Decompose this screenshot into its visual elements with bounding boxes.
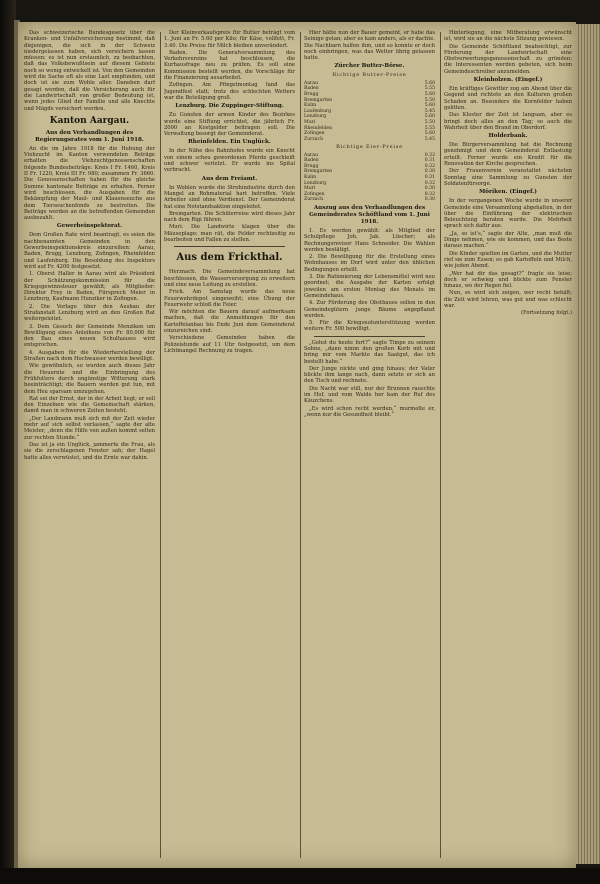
section-heading: Kanton Aargau. — [49, 115, 130, 126]
paragraph: Ein kräftiges Gewitter zog am Abend über die Gegend und richtete an den Kulturen großen Schaden an. Besonders die Kornfelder haben gelitten. — [444, 86, 572, 111]
table-cell-value: 0.31 — [424, 158, 435, 164]
paragraph: Das Kloster der Zeit ist langsam, aber es bringt doch alles an den Tag; so auch die Wahrheit über den Brand im Oberdorf. — [444, 112, 572, 131]
paragraph: 3. Dem Gesuch der Gemeinde Menziken um Bewilligung eines Anleihens von Fr. 80,000 für den Bau eines neuen Schulhauses wird entsprochen. — [24, 323, 155, 349]
paragraph: Die Gemeinde Schöftland beabsichtigt, zur Förderung der Landwirtschaft eine Obstverwertungsgenossenschaft zu gründen; die Interessenten werden gebeten, sich beim Gemeindeschreiber anzumelden. — [444, 43, 572, 75]
paragraph: 5. Für die Kriegsnotunterstützung werden weitere Fr. 500 bewilligt. — [304, 320, 435, 333]
table-cell-value: 5.60 — [424, 131, 435, 137]
paragraph: 3. Die Rationierung der Lebensmittel wird neu geordnet; die Ausgabe der Karten erfolgt jeweilen am ersten Montag des Monats im Gemeindehaus. — [304, 274, 435, 299]
paragraph: Wir möchten die Bauern darauf aufmerksam machen, daß die Anmeldungen für den Kartoffelanbau bis Ende Juni dem Gemeinderat einzureichen sind. — [164, 309, 295, 334]
table-cell-name: Zurzach — [304, 197, 324, 203]
table-cell-value: 5.45 — [424, 108, 435, 114]
paragraph: Hinterlegung, eine Mitberatung erwünscht ist, wird sie an die nächste Sitzung gewiesen. — [444, 30, 572, 43]
paragraph: Bremgarten. Die Schülerreise wird dieses Jahr nach dem Rigi führen. — [164, 210, 295, 224]
table-title: Richtige Butter-Preise — [332, 72, 407, 79]
paragraph: Hier hätte nun der Bauer gemeint, er habe das Seinige getan; aber es kam anders, als er dachte. Die Nachbarn halfen ihm, und so konnte er doch noch einbringen, was das Wetter übrig gelassen hatte. — [304, 30, 435, 62]
paragraph: Dem Großen Rate wird beantragt, es seien die nachbenannten Gemeinden in den Gewerbeinspektionskreis einzureihen: Aarau, Baden, Brugg, Lenzburg, Zofingen, Rheinfelden und Laufenburg. Die Besoldung des Inspektors wird auf Fr. 4200 festgesetzt. — [24, 232, 155, 270]
table-cell-value: 0.32 — [424, 191, 435, 197]
table-title: Richtige Eier-Preise — [336, 144, 403, 151]
table-cell-name: Lenzburg — [304, 180, 327, 186]
subheading: Lenzburg. Die Zuppinger-Stiftung. — [175, 103, 284, 110]
table-cell-name: Bremgarten — [304, 169, 333, 175]
paragraph: „Gehst du heute fort?“ sagte Timpe zu seinem Sohne, „dann nimm den großen Korb mit und bring mir vom Markte das Saatgut, das ich bestellt habe.“ — [304, 339, 435, 365]
paragraph: In der Nähe des Bahnhofes wurde ein Knecht von einem scheu gewordenen Pferde geschleift und schwer verletzt. Er wurde ins Spital verbracht. — [164, 148, 295, 174]
column-3 — [304, 30, 435, 862]
column-rule — [440, 32, 441, 858]
table-cell-value: 5.60 — [424, 114, 435, 120]
paragraph: In Wohlen wurde die Strohindustrie durch den Mangel an Rohmaterial hart betroffen. Viele Arbeiter sind ohne Verdienst. Der Gemeinderat hat eine Notstandsaktion eingeleitet. — [164, 184, 295, 210]
table-cell-value: 0.32 — [424, 180, 435, 186]
paragraph: Wie gewöhnlich, so wurden auch dieses Jahr die Heuernte und die Einbringung des Frühfutters durch ungünstige Witterung stark beeinträchtigt; die Bauern werden gut tun, mit dem Heu sparsam umzugehen. — [24, 363, 155, 395]
table-cell-name: Zurzach — [304, 136, 324, 142]
paragraph: Die Kinder spielten im Garten, und die Mutter rief sie zum Essen; es gab Kartoffeln und Milch, wie jeden Abend. — [444, 250, 572, 270]
paragraph: Das schweizerische Bundesgesetz über die Kranken- und Unfallversicherung bestimmt, daß diejenigen, die sich in der Schweiz niedergelassen haben, sich versichern lassen müssen; es ist nun erstaunlich, zu beobachten, daß das Volksbewußtsein auf diesem Gebiete noch so wenig entwickelt ist. Von den Gemeinden wird die Sache oft als eine Last empfunden, und doch ist sie zum Wohle aller. Daneben darf gesagt werden, daß die Versicherung auch für die Landwirtschaft von großer Bedeutung ist, wenn jedes Glied der Familie und alle Knechte und Mägde versichert werden. — [24, 30, 155, 112]
column-1 — [24, 30, 155, 862]
paragraph: Die Nacht war still, nur der Brunnen rauschte im Hof, und vom Walde her kam der Ruf des Käuzchens. — [304, 385, 435, 405]
butter-price-table — [304, 81, 435, 143]
column-rule — [300, 32, 301, 858]
table-cell-value: 5.55 — [424, 125, 435, 131]
paragraph: Zu Gunsten der armen Kinder des Bezirkes wurde eine Stiftung errichtet, die jährlich Fr. 2000 an Kostgelder beitragen soll. Die Verwaltung besorgt der Gemeinderat. — [164, 112, 295, 138]
paragraph: 2. Die Bewilligung für die Erstellung eines Wohnhauses im Dorf wird unter den üblichen Bedingungen erteilt. — [304, 254, 435, 273]
subheading: Möriken. (Eingef.) — [479, 189, 537, 196]
bottom-shadow — [0, 868, 600, 884]
table-cell-value: 0.31 — [424, 174, 435, 180]
paragraph: Verschiedene Gemeinden haben die Polizeistunde auf 11 Uhr festgesetzt, um dem Lichtmangel Rechnung zu tragen. — [164, 335, 295, 354]
paragraph: An die im Jahre 1918 für die Hebung der Viehzucht im Kanton verwendeten Beträge erhalten die Viehzuchtgenossenschaften folgende Bundesbeiträge: Kreis I Fr. 1460, Kreis II Fr. 1220, Kreis III Fr. 980; zusammen Fr. 3660. Die Genossenschaften haben für die gleiche Summe kantonale Beiträge zu erhalten. Ferner wird beschlossen, die Ausgaben für die Bekämpfung der Maul- und Klauenseuche aus dem Tierseuchenfonds zu bestreiten. Die Beiträge werden an die betreffenden Gemeinden ausbezahlt. — [24, 145, 155, 222]
table-cell-name: Lenzburg — [304, 114, 327, 120]
subheading: Aus den Verhandlungen des Regierungsrates vom 1. Juni 1918. — [35, 129, 144, 143]
table-cell-name: Brugg — [304, 91, 319, 97]
column-2 — [164, 30, 295, 862]
paragraph: Der Junge nickte und ging hinaus; der Vater blickte ihm lange nach, dann setzte er sich an den Tisch und rechnete. — [304, 365, 435, 385]
paragraph: Herznach. Die Gemeindeversammlung hat beschlossen, die Wasserversorgung zu erweitern und eine neue Leitung zu erstellen. — [164, 269, 295, 288]
table-cell-value: 5.60 — [424, 80, 435, 86]
paragraph: Der Frauenverein veranstaltet nächsten Sonntag eine Sammlung zu Gunsten der Soldatenfürsorge. — [444, 168, 572, 187]
paragraph: 1. Es werden gewählt: als Mitglied der Schulpflege Joh. Jak. Lüscher; als Rechnungsrevisor Hans Schneider. Die Wahlen werden bestätigt. — [304, 227, 435, 253]
subheading: Aus dem Freiamt. — [201, 175, 258, 182]
paragraph: 1. Oberst Haller in Aarau wird als Präsident der Schätzungskommission für die Kriegsgewinnsteuer gewählt; als Mitglieder: Direktor Frey in Baden, Fürsprech Meier in Lenzburg, Kaufmann Hunziker in Zofingen. — [24, 271, 155, 303]
table-cell-name: Aarau — [304, 152, 318, 158]
table-row — [304, 137, 435, 143]
table-cell-value: 5.55 — [424, 86, 435, 92]
column-4 — [444, 30, 572, 862]
paragraph: „Es wird schon recht werden,“ murmelte er, „wenn nur die Gesundheit bleibt.“ — [304, 405, 435, 418]
egg-price-table — [304, 153, 435, 203]
table-cell-value: 0.30 — [424, 169, 435, 175]
table-cell-name: Laufenburg — [304, 108, 332, 114]
paragraph: „Wer hat dir das gesagt?“ fragte sie leise; doch er schwieg und blickte zum Fenster hinaus, wo der Regen fiel. — [444, 270, 572, 290]
paragraph: Nun, es wird sich zeigen, wer recht behält; die Zeit wird lehren, was gut und was schlecht war. — [444, 290, 572, 309]
paragraph: 2. Die Vorlage über den Ausbau der Strafanstalt Lenzburg wird an den Großen Rat weitergeleitet. — [24, 303, 155, 323]
paragraph: 4. Zur Förderung des Obstbaues sollen in den Gemeindegütern junge Bäume angepflanzt werden. — [304, 300, 435, 319]
table-cell-name: Baden — [304, 86, 319, 92]
paragraph: „Der Landmann muß sich mit der Zeit wieder mehr auf sich selbst verlassen,“ sagte der alte Meister, „denn die Hilfe von außen kommt selten zur rechten Stunde.“ — [24, 415, 155, 441]
table-cell-value: 5.60 — [424, 91, 435, 97]
subheading: Holderbank. — [488, 133, 528, 140]
divider — [174, 246, 285, 247]
table-cell-name: Muri — [304, 119, 316, 125]
divider — [314, 336, 425, 337]
table-cell-name: Brugg — [304, 163, 319, 169]
paragraph: Muri. Die Landwirte klagen über die Mäuseplage; man rät, die Felder rechtzeitig zu bearbeiten und Fallen zu stellen. — [164, 224, 295, 244]
table-cell-value: 0.30 — [424, 197, 435, 203]
paragraph: 4. Ausgaben für die Wiederherstellung der Straßen nach dem Hochwasser werden bewilligt. — [24, 349, 155, 363]
table-row — [304, 197, 435, 203]
paragraph: Rat sei der Ernst, der in der Arbeit liegt; er soll den Einzelnen wie die Gemeinschaft stärken, damit man in schweren Zeiten besteht. — [24, 395, 155, 415]
subheading: Gewerbeinspektorat. — [56, 223, 123, 230]
subheading: Zürcher Butter-Börse. — [334, 63, 405, 70]
subheading: Kleinholzen. (Eingef.) — [473, 77, 543, 84]
table-cell-value: 0.32 — [424, 152, 435, 158]
table-cell-name: Kulm — [304, 103, 317, 109]
paragraph: Baden. Die Generalversammlung des Verkehrsvereins hat beschlossen, die Kurhausfrage neu zu prüfen. Es soll eine Kommission bestellt werden, die Vorschläge für die Finanzierung ausarbeitet. — [164, 49, 295, 82]
table-cell-value: 0.32 — [424, 163, 435, 169]
paragraph: In der vergangenen Woche wurde in unserer Gemeinde eine Versammlung abgehalten, in der über die Einführung der elektrischen Beleuchtung beraten wurde. Die Mehrheit sprach sich dafür aus. — [444, 198, 572, 230]
page-stack-edge — [576, 24, 600, 864]
continuation-note: (Fortsetzung folgt.) — [520, 310, 572, 317]
table-cell-value: 0.30 — [424, 186, 435, 192]
section-heading: Aus dem Frickthal. — [176, 252, 283, 264]
subheading: Rheinfelden. Ein Unglück. — [188, 139, 271, 146]
table-cell-name: Muri — [304, 186, 316, 192]
table-cell-value: 5.50 — [424, 97, 435, 103]
paragraph: Die Bürgerversammlung hat die Rechnung genehmigt und dem Gemeinderat Entlastung erteilt. Ferner wurde ein Kredit für die Renovation der Kirche gesprochen. — [444, 142, 572, 168]
table-cell-name: Zofingen — [304, 131, 325, 137]
newspaper-page — [18, 22, 576, 868]
table-cell-value: 5.45 — [424, 136, 435, 142]
table-cell-name: Rheinfelden — [304, 125, 333, 131]
column-rule — [160, 32, 161, 858]
paragraph: Der Kleinverkaufspreis für Butter beträgt vom 1. Juni an Fr. 5.60 per Kilo; für Käse, vollfett, Fr. 3.40. Die Preise für Milch bleiben unverändert. — [164, 30, 295, 49]
subheading: Auszug aus den Verhandlungen des Gemeinderates Schöftland vom 1. Juni 1918. — [309, 204, 430, 225]
table-cell-name: Bremgarten — [304, 97, 333, 103]
table-cell-name: Zofingen — [304, 191, 325, 197]
paragraph: „Ja, so ist's,“ sagte der Alte, „man muß die Dinge nehmen, wie sie kommen, und das Beste daraus machen.“ — [444, 230, 572, 250]
table-cell-value: 5.60 — [424, 103, 435, 109]
paragraph: Das ist ja ein Unglück, jammerte die Frau, als sie die zerschlagenen Fenster sah; der Hagel hatte alles verwüstet, und die Ernte war dahin. — [24, 441, 155, 461]
table-cell-name: Baden — [304, 158, 319, 164]
table-cell-name: Aarau — [304, 80, 318, 86]
table-cell-name: Kulm — [304, 174, 317, 180]
table-cell-value: 5.50 — [424, 119, 435, 125]
paragraph: Frick. Am Samstag wurde das neue Feuerwehrdepot eingeweiht; eine Übung der Feuerwehr schloß die Feier. — [164, 289, 295, 308]
paragraph: Zofingen. Am Pfingstmontag fand das Jugendfest statt; trotz des schlechten Wetters war die Beteiligung groß. — [164, 82, 295, 101]
